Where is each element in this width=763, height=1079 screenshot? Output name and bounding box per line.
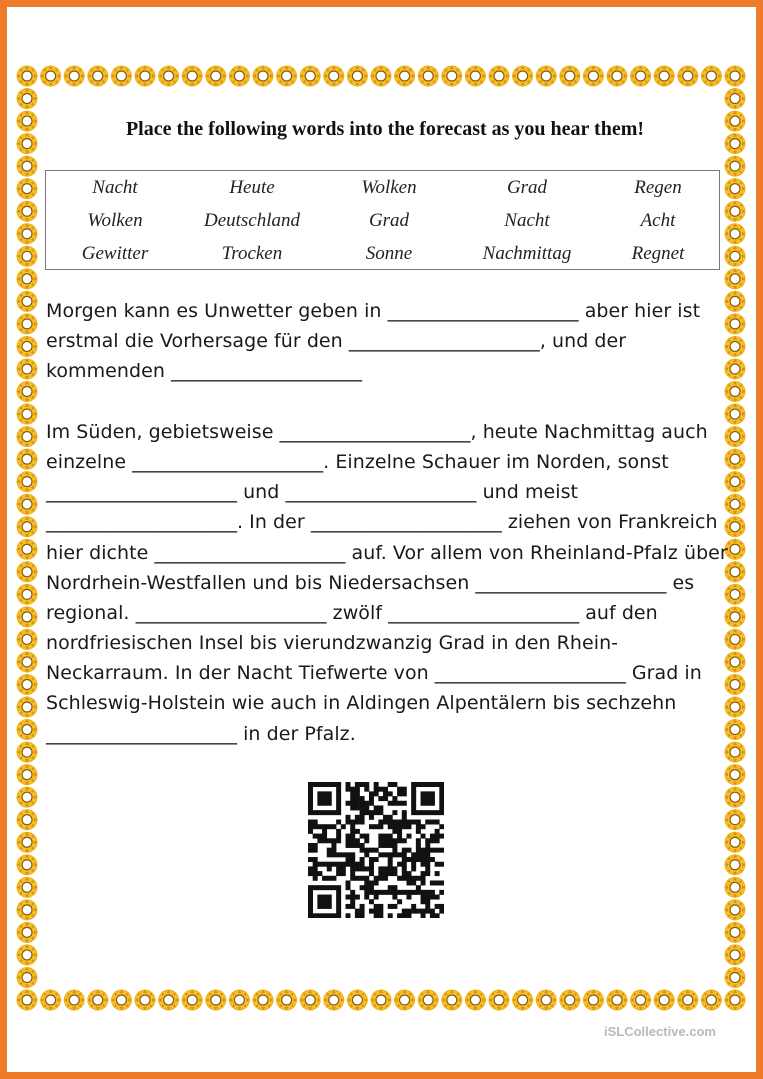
sun-icon — [701, 66, 722, 87]
sun-icon — [17, 381, 38, 402]
sun-icon — [394, 66, 415, 87]
sun-icon — [17, 764, 38, 785]
sun-icon — [607, 66, 628, 87]
sun-icon — [725, 88, 746, 109]
sun-icon — [17, 516, 38, 537]
sun-icon — [17, 223, 38, 244]
sun-icon — [654, 66, 675, 87]
cloze-line: nordfriesischen Insel bis vierundzwanzig Grad in den Rhein- — [46, 632, 619, 655]
watermark: iSLCollective.com — [604, 1024, 716, 1039]
sun-icon — [536, 66, 557, 87]
sun-icon — [17, 471, 38, 492]
word-bank-item: Nachmittag — [482, 243, 572, 264]
sun-icon — [725, 156, 746, 177]
cloze-line: Nordrhein-Westfallen und bis Niedersachsen ____________________ es — [46, 571, 695, 594]
sun-icon — [229, 66, 250, 87]
cloze-line: regional. ____________________ zwölf ____________________ auf den — [46, 601, 658, 624]
word-bank-item: Trocken — [221, 243, 283, 264]
sun-icon — [725, 832, 746, 853]
sun-icon — [418, 990, 439, 1011]
sun-icon — [559, 66, 580, 87]
word-bank-row-2 — [46, 210, 719, 240]
word-bank — [45, 170, 720, 270]
sun-icon — [17, 832, 38, 853]
sun-icon — [323, 990, 344, 1011]
sun-icon — [205, 990, 226, 1011]
sun-icon — [441, 66, 462, 87]
sun-icon — [630, 990, 651, 1011]
cloze-line: Neckarraum. In der Nacht Tiefwerte von ____________________ Grad in — [46, 662, 702, 685]
word-bank-item: Nacht — [92, 177, 138, 198]
cloze-line: einzelne ____________________. Einzelne Schauer im Norden, sonst — [46, 450, 669, 473]
sun-icon — [394, 990, 415, 1011]
sun-icon — [17, 291, 38, 312]
sun-icon — [17, 268, 38, 289]
worksheet-title: Place the following words into the forecast as you hear them! — [125, 118, 645, 140]
sun-icon — [583, 990, 604, 1011]
sun-icon — [182, 66, 203, 87]
word-bank-item: Regen — [634, 177, 682, 198]
sun-icon — [347, 990, 368, 1011]
sun-icon — [17, 719, 38, 740]
sun-icon — [17, 674, 38, 695]
sun-icon — [87, 990, 108, 1011]
sun-icon — [17, 809, 38, 830]
sun-icon — [465, 990, 486, 1011]
sun-icon — [17, 336, 38, 357]
sun-icon — [371, 66, 392, 87]
cloze-line: erstmal die Vorhersage für den ____________________, und der — [46, 330, 627, 353]
word-bank-item: Sonne — [365, 243, 413, 264]
word-bank-row-3 — [46, 243, 719, 273]
sun-icon — [725, 764, 746, 785]
word-bank-item: Nacht — [504, 210, 550, 231]
sun-icon — [17, 539, 38, 560]
word-bank-item: Grad — [368, 210, 410, 231]
word-bank-row-1 — [46, 177, 719, 207]
sun-icon — [725, 66, 746, 87]
sun-icon — [536, 990, 557, 1011]
sun-icon — [17, 449, 38, 470]
sun-icon — [371, 990, 392, 1011]
sun-icon — [418, 66, 439, 87]
sun-icon — [64, 990, 85, 1011]
paragraph-spacer — [46, 387, 736, 417]
cloze-line: ____________________ in der Pfalz. — [46, 722, 356, 745]
cloze-line: Im Süden, gebietsweise ____________________, heute Nachmittag auch — [46, 420, 708, 443]
sun-icon — [135, 990, 156, 1011]
sun-icon — [158, 66, 179, 87]
sun-icon — [725, 268, 746, 289]
sun-icon — [253, 66, 274, 87]
sun-icon — [205, 66, 226, 87]
sun-icon — [111, 990, 132, 1011]
word-bank-item: Grad — [506, 177, 548, 198]
sun-icon — [725, 944, 746, 965]
sun-icon — [559, 990, 580, 1011]
sun-icon — [677, 66, 698, 87]
word-bank-item: Wolken — [361, 177, 417, 198]
sun-icon — [276, 990, 297, 1011]
sun-icon — [17, 697, 38, 718]
sun-icon — [158, 990, 179, 1011]
sun-icon — [17, 990, 38, 1011]
sun-icon — [17, 358, 38, 379]
cloze-line: hier dichte ____________________ auf. Vor allem von Rheinland-Pfalz über — [46, 541, 728, 564]
sun-icon — [253, 990, 274, 1011]
sun-icon — [489, 66, 510, 87]
sun-icon — [323, 66, 344, 87]
sun-icon — [17, 629, 38, 650]
sun-icon — [182, 990, 203, 1011]
sun-icon — [17, 922, 38, 943]
sun-icon — [17, 967, 38, 988]
sun-icon — [64, 66, 85, 87]
sun-icon — [465, 66, 486, 87]
sun-icon — [17, 133, 38, 154]
sun-icon — [583, 66, 604, 87]
cloze-line: Morgen kann es Unwetter geben in ____________________ aber hier ist — [46, 300, 701, 322]
sun-icon — [87, 66, 108, 87]
sun-icon — [300, 66, 321, 87]
sun-icon — [40, 990, 61, 1011]
sun-icon — [725, 967, 746, 988]
sun-icon — [111, 66, 132, 87]
sun-icon — [17, 111, 38, 132]
sun-icon — [17, 494, 38, 515]
sun-icon — [17, 854, 38, 875]
cloze-line: Schleswig-Holstein wie auch in Aldingen Alpentälern bis sechzehn — [46, 692, 677, 715]
word-bank-item: Wolken — [87, 210, 143, 231]
sun-icon — [347, 66, 368, 87]
sun-icon — [725, 899, 746, 920]
word-bank-item: Regnet — [631, 243, 685, 264]
sun-icon — [512, 990, 533, 1011]
sun-icon — [17, 246, 38, 267]
sun-icon — [725, 809, 746, 830]
sun-icon — [17, 877, 38, 898]
sun-icon — [17, 561, 38, 582]
sun-icon — [17, 426, 38, 447]
sun-icon — [677, 990, 698, 1011]
sun-icon — [701, 990, 722, 1011]
sun-icon — [17, 606, 38, 627]
sun-icon — [512, 66, 533, 87]
cloze-text — [46, 296, 736, 749]
sun-icon — [725, 990, 746, 1011]
sun-icon — [40, 66, 61, 87]
sun-icon — [17, 178, 38, 199]
sun-icon — [135, 66, 156, 87]
sun-icon — [300, 990, 321, 1011]
sun-icon — [725, 854, 746, 875]
sun-icon — [441, 990, 462, 1011]
sun-icon — [17, 944, 38, 965]
sun-icon — [17, 742, 38, 763]
sun-icon — [607, 990, 628, 1011]
sun-icon — [17, 66, 38, 87]
sun-icon — [725, 787, 746, 808]
word-bank-item: Gewitter — [81, 243, 149, 264]
sun-icon — [725, 922, 746, 943]
word-bank-item: Acht — [640, 210, 676, 231]
sun-icon — [489, 990, 510, 1011]
sun-icon — [17, 787, 38, 808]
sun-icon — [654, 990, 675, 1011]
sun-icon — [17, 899, 38, 920]
qr-code-icon — [308, 782, 444, 918]
word-bank-item: Deutschland — [203, 210, 301, 231]
sun-icon — [17, 404, 38, 425]
cloze-line: ____________________. In der ____________________ ziehen von Frankreich — [46, 511, 718, 534]
cloze-line: kommenden ____________________ — [46, 360, 363, 383]
sun-icon — [17, 651, 38, 672]
sun-icon — [630, 66, 651, 87]
sun-icon — [17, 88, 38, 109]
cloze-line: ____________________ und ____________________ und meist — [46, 481, 579, 504]
sun-icon — [725, 877, 746, 898]
sun-icon — [17, 201, 38, 222]
sun-icon — [276, 66, 297, 87]
sun-icon — [17, 584, 38, 605]
sun-icon — [17, 313, 38, 334]
word-bank-item: Heute — [229, 177, 275, 198]
sun-icon — [17, 156, 38, 177]
sun-icon — [229, 990, 250, 1011]
